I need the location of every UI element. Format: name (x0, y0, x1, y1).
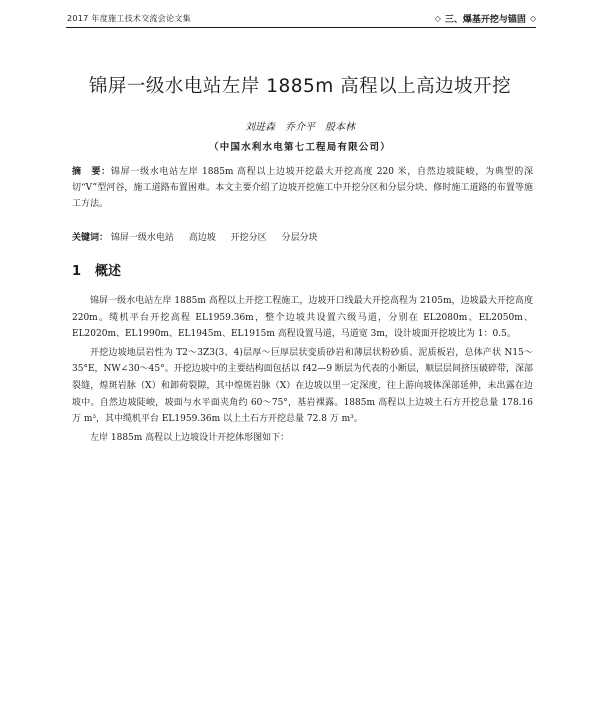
paragraph: 左岸 1885m 高程以上边坡设计开挖体形图如下： (90, 432, 290, 443)
diamond-icon: ◇ (434, 14, 441, 23)
diamond-icon: ◇ (529, 14, 536, 23)
keywords (72, 230, 533, 246)
keywords-label: 关键词： (72, 233, 109, 243)
keyword: 开挖分区 (230, 233, 267, 243)
abstract-text: 锦屏一级水电站左岸 1885m 高程以上边坡开挖最大开挖高度 220 米，自然边坡陡峻，为典型的深切“V”型河谷，施工道路布置困难。本文主要介绍了边坡开挖施工中开挖分区和分层分块、修时施工道路的布置等施工方法。 (72, 167, 533, 209)
abstract-label: 摘 要： (72, 167, 111, 177)
running-header-right (435, 12, 536, 25)
running-header-left: 2017 年度施工技术交流会论文集 (67, 14, 192, 23)
paragraph: 开挖边坡地层岩性为 T2～3Z3(3、4)层厚～巨厚层状变质砂岩和薄层状粉砂质、泥质板岩，总体产状 N15～35°E，NW∠30～45°。开挖边坡中的主要结构面包括以 f42—9 断层为代表的小断层，顺层层间挤压破碎带，深部裂缝，煌斑岩脉（X）和卸荷裂隙，其中煌斑岩脉（X）在边坡以里一定深度，往上游向坡体深部延伸，未出露在边坡中。自然边坡陡峻，坡面与水平面夹角约 60～75°，基岩裸露。1885m 高程以上边坡土石方开挖总量 178.16 万 m³，其中缆机平台 EL1959.36m 以上土石方开挖总量 72.8 万 m³。 (72, 347, 533, 425)
section-title: 概述 (95, 264, 122, 279)
paper-affiliation: （中国水利水电第七工程局有限公司） (209, 142, 391, 153)
section-number: 1 (72, 264, 82, 279)
header-divider (66, 27, 536, 28)
keyword: 锦屏一级水电站 (110, 233, 174, 243)
keyword: 高边坡 (188, 233, 216, 243)
abstract (72, 164, 533, 212)
paper-title: 锦屏一级水电站左岸 1885m 高程以上高边坡开挖 (88, 76, 512, 97)
running-header-section: 三、爆基开挖与锚固 (444, 15, 526, 25)
paper-authors: 刘进森 乔介平 殷本林 (245, 122, 355, 133)
section-heading (72, 260, 121, 279)
section-body (72, 293, 533, 448)
keyword: 分层分块 (281, 233, 318, 243)
paragraph: 锦屏一级水电站左岸 1885m 高程以上开挖工程施工，边坡开口线最大开挖高程为 2105m，边坡最大开挖高度 220m。缆机平台开挖高程 EL1959.36m，整个边坡共设置六级马道，分别在 EL2080m、EL2050m、EL2020m、EL1990m、EL1945m、EL1915m 高程设置马道，马道宽 3m，设计坡面开挖坡比为 1：0.5。 (72, 296, 533, 340)
